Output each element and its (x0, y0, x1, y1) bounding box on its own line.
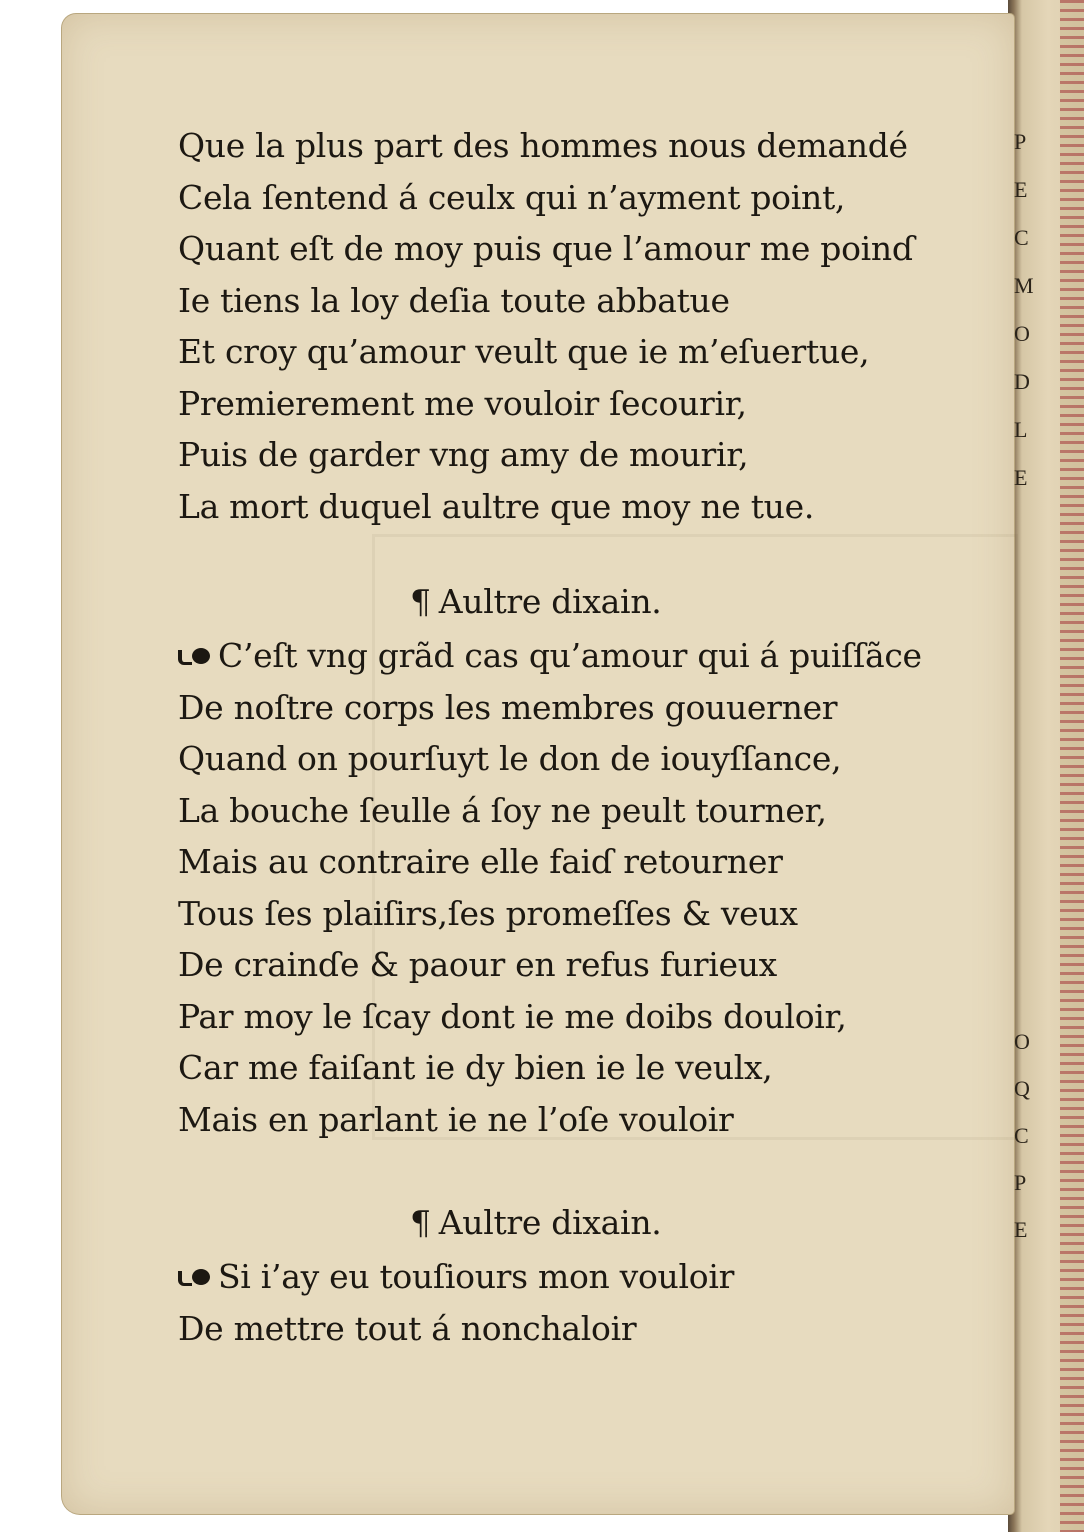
margin-letter: L (1014, 417, 1028, 442)
section-heading (178, 574, 998, 630)
margin-letter: E (1014, 177, 1028, 202)
margin-letter: M (1014, 273, 1034, 298)
margin-letter: P (1014, 129, 1027, 154)
margin-letter: O (1014, 1029, 1030, 1054)
verse-line: Mais au contraire elle faiɗ retourner (178, 842, 783, 881)
verse-line: Par moy le ſcay dont ie me doibs douloir, (178, 996, 847, 1036)
facing-page-margin-top (1014, 118, 1054, 502)
verse-line: Premierement me vouloir ſecourir, (178, 383, 747, 423)
margin-letter: E (1014, 465, 1028, 490)
margin-letter: P (1014, 1170, 1027, 1195)
binding-edge (1060, 0, 1084, 1532)
margin-letter: D (1014, 369, 1030, 394)
verse-line (178, 1251, 998, 1303)
verse-line-text: Si i’ay eu touſiours mon vouloir (218, 1257, 735, 1296)
verse-line: Puis de garder vng amy de mourir, (178, 435, 749, 474)
fleuron-icon (178, 646, 212, 666)
heading-text: Aultre dixain. (438, 582, 662, 621)
verse-line: La mort duquel aultre que moy ne tue. (178, 486, 815, 526)
margin-letter: C (1014, 225, 1029, 250)
verse-line: De mettre tout á nonchaloir (178, 1308, 637, 1348)
verse-line: Ie tiens la loy deſia toute abbatue (178, 280, 730, 320)
stanza-gap (178, 532, 998, 574)
verse-line: De noſtre corps les membres gouuerner (178, 687, 838, 727)
verse-line: De crainɗe & paour en refus furieux (178, 945, 777, 984)
verse-line: Tous ſes plaiſirs,ſes promeſſes & veux (178, 893, 798, 933)
margin-letter: C (1014, 1123, 1029, 1148)
verse-line: La bouche ſeulle á ſoy ne peult tourner, (178, 790, 827, 830)
heading-text: Aultre dixain. (438, 1203, 662, 1242)
section-heading (178, 1195, 998, 1251)
verse-line: Mais en parlant ie ne l’oſe vouloir (178, 1099, 734, 1139)
verse-line: Quant eſt de moy puis que l’amour me poinɗ (178, 229, 915, 268)
verse-line: Quand on pourſuyt le don de iouyſſance, (178, 739, 842, 778)
fleuron-icon (178, 1267, 212, 1287)
margin-letter: O (1014, 321, 1030, 346)
facing-page-margin-bottom (1014, 1018, 1054, 1253)
verse-line (178, 630, 998, 682)
verse-line: Et croy qu’amour veult que ie m’eſuertue, (178, 332, 870, 371)
verse-line: Car me faiſant ie dy bien ie le veulx, (178, 1048, 773, 1087)
pilcrow-icon: ¶ (410, 1203, 431, 1242)
poem-text (178, 120, 998, 1354)
verse-line: Que la plus part des hommes nous demandé (178, 126, 908, 165)
stanza-gap (178, 1145, 998, 1195)
margin-letter: E (1014, 1217, 1028, 1242)
verse-line-text: C’eſt vng grãd cas qu’amour qui á puiſſãce (218, 636, 922, 675)
margin-letter: Q (1014, 1076, 1030, 1101)
verse-line: Cela ſentend á ceulx qui n’ayment point, (178, 177, 846, 217)
pilcrow-icon: ¶ (410, 582, 431, 621)
